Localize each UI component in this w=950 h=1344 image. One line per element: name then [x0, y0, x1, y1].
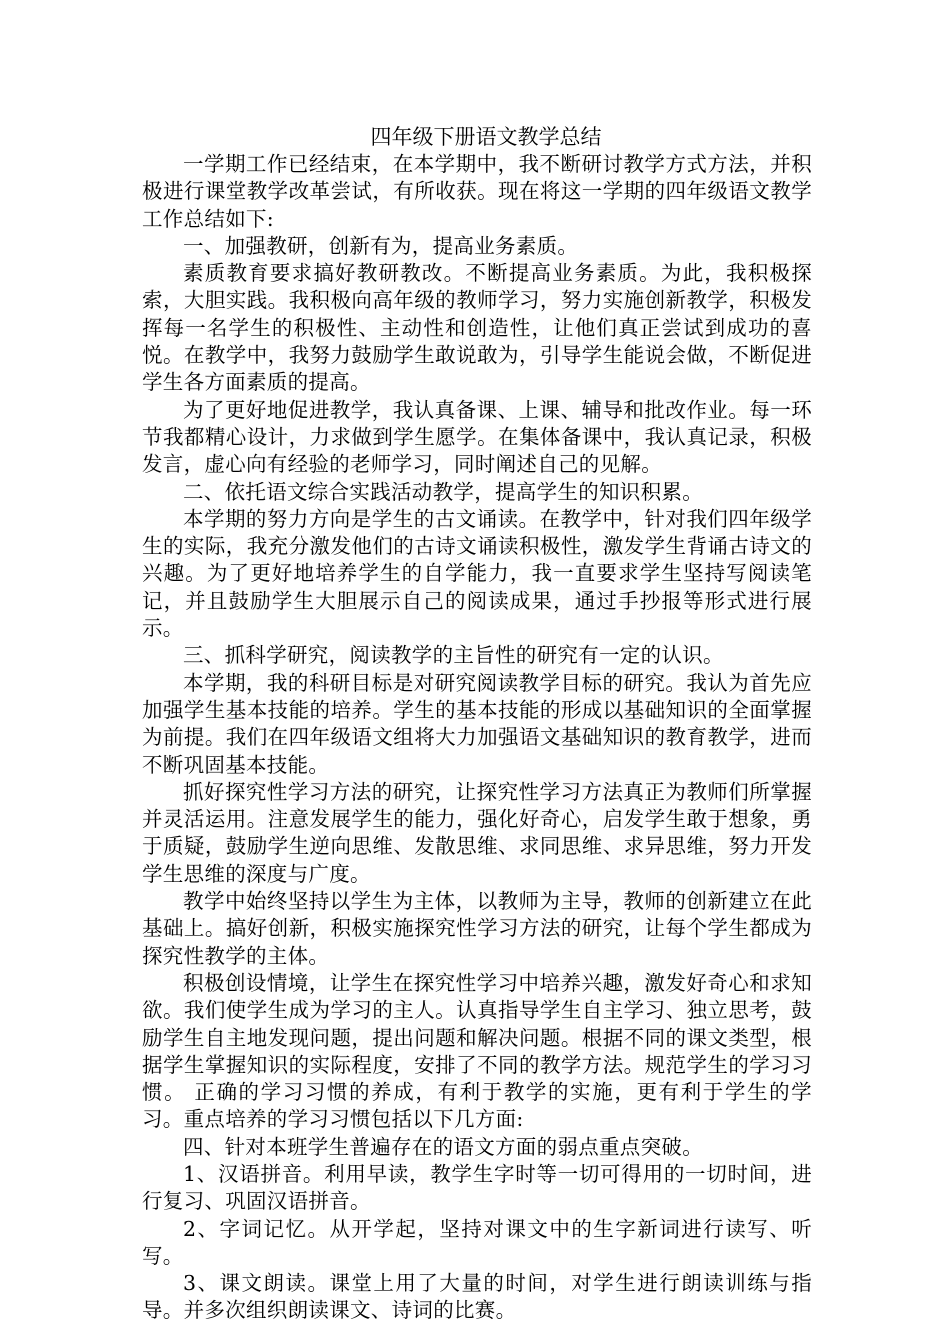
list-item: 1、汉语拼音。利用早读，教学生字时等一切可得用的一切时间，进行复习、巩固汉语拼音。 — [142, 1161, 812, 1214]
paragraph: 抓好探究性学习方法的研究，让探究性学习方法真正为教师们所掌握并灵活运用。注意发展学生的能力，强化好奇心，启发学生敢于想象，勇于质疑，鼓励学生逆向思维、发散思维、求同思维、求异思维，努力开发学生思维的深度与广度。 — [142, 779, 812, 886]
paragraph: 积极创设情境，让学生在探究性学习中培养兴趣，激发好奇心和求知欲。我们使学生成为学习的主人。认真指导学生自主学习、独立思考，鼓励学生自主地发现问题，提出问题和解决问题。根据不同的课文类型，根据学生掌握知识的实际程度，安排了不同的教学方法。规范学生的学习习惯。 正确的学习习惯的养成，有利于教学的实施，更有利于学生的学习。重点培养的学习习惯包括以下几方面: — [142, 970, 812, 1132]
paragraph: 素质教育要求搞好教研教改。不断提高业务素质。为此，我积极探索，大胆实践。我积极向高年级的教师学习，努力实施创新教学，积极发挥每一名学生的积极性、主动性和创造性，让他们真正尝试到成功的喜悦。在教学中，我努力鼓励学生敢说敢为，引导学生能说会做，不断促进学生各方面素质的提高。 — [142, 261, 812, 395]
section-heading-3: 三、抓科学研究，阅读教学的主旨性的研究有一定的认识。 — [183, 643, 724, 668]
list-item: 3、课文朗读。课堂上用了大量的时间，对学生进行朗读训练与指导。并多次组织朗读课文、诗词的比赛。 — [142, 1271, 812, 1323]
document-page — [142, 124, 812, 1325]
section-heading-4: 四、针对本班学生普遍存在的语文方面的弱点重点突破。 — [183, 1134, 703, 1159]
paragraph: 为了更好地促进教学，我认真备课、上课、辅导和批改作业。每一环节我都精心设计，力求做到学生愿学。在集体备课中，我认真记录，积极发言，虚心向有经验的老师学习，同时阐述自己的见解。 — [142, 397, 812, 477]
document-title: 四年级下册语文教学总结 — [370, 125, 602, 149]
list-item: 2、字词记忆。从开学起，坚持对课文中的生字新词进行读写、听写。 — [142, 1216, 812, 1268]
paragraph-intro: 一学期工作已经结束，在本学期中，我不断研讨教学方式方法，并积极进行课堂教学改革尝试，有所收获。现在将这一学期的四年级语文教学工作总结如下: — [142, 152, 812, 231]
section-heading-2: 二、依托语文综合实践活动教学，提高学生的知识积累。 — [183, 479, 703, 504]
paragraph: 教学中始终坚持以学生为主体，以教师为主导，教师的创新建立在此基础上。搞好创新，积极实施探究性学习方法的研究，让每个学生都成为探究性教学的主体。 — [142, 889, 812, 968]
paragraph: 本学期，我的科研目标是对研究阅读教学目标的研究。我认为首先应加强学生基本技能的培养。学生的基本技能的形成以基础知识的全面掌握为前提。我们在四年级语文组将大力加强语文基础知识的教育教学，进而不断巩固基本技能。 — [142, 670, 812, 777]
section-heading-1: 一、加强教研，创新有为，提高业务素质。 — [183, 233, 579, 258]
paragraph: 本学期的努力方向是学生的古文诵读。在教学中，针对我们四年级学生的实际，我充分激发他们的古诗文诵读积极性，激发学生背诵古诗文的兴趣。为了更好地培养学生的自学能力，我一直要求学生坚持写阅读笔记，并且鼓励学生大胆展示自己的阅读成果，通过手抄报等形式进行展示。 — [142, 506, 812, 641]
